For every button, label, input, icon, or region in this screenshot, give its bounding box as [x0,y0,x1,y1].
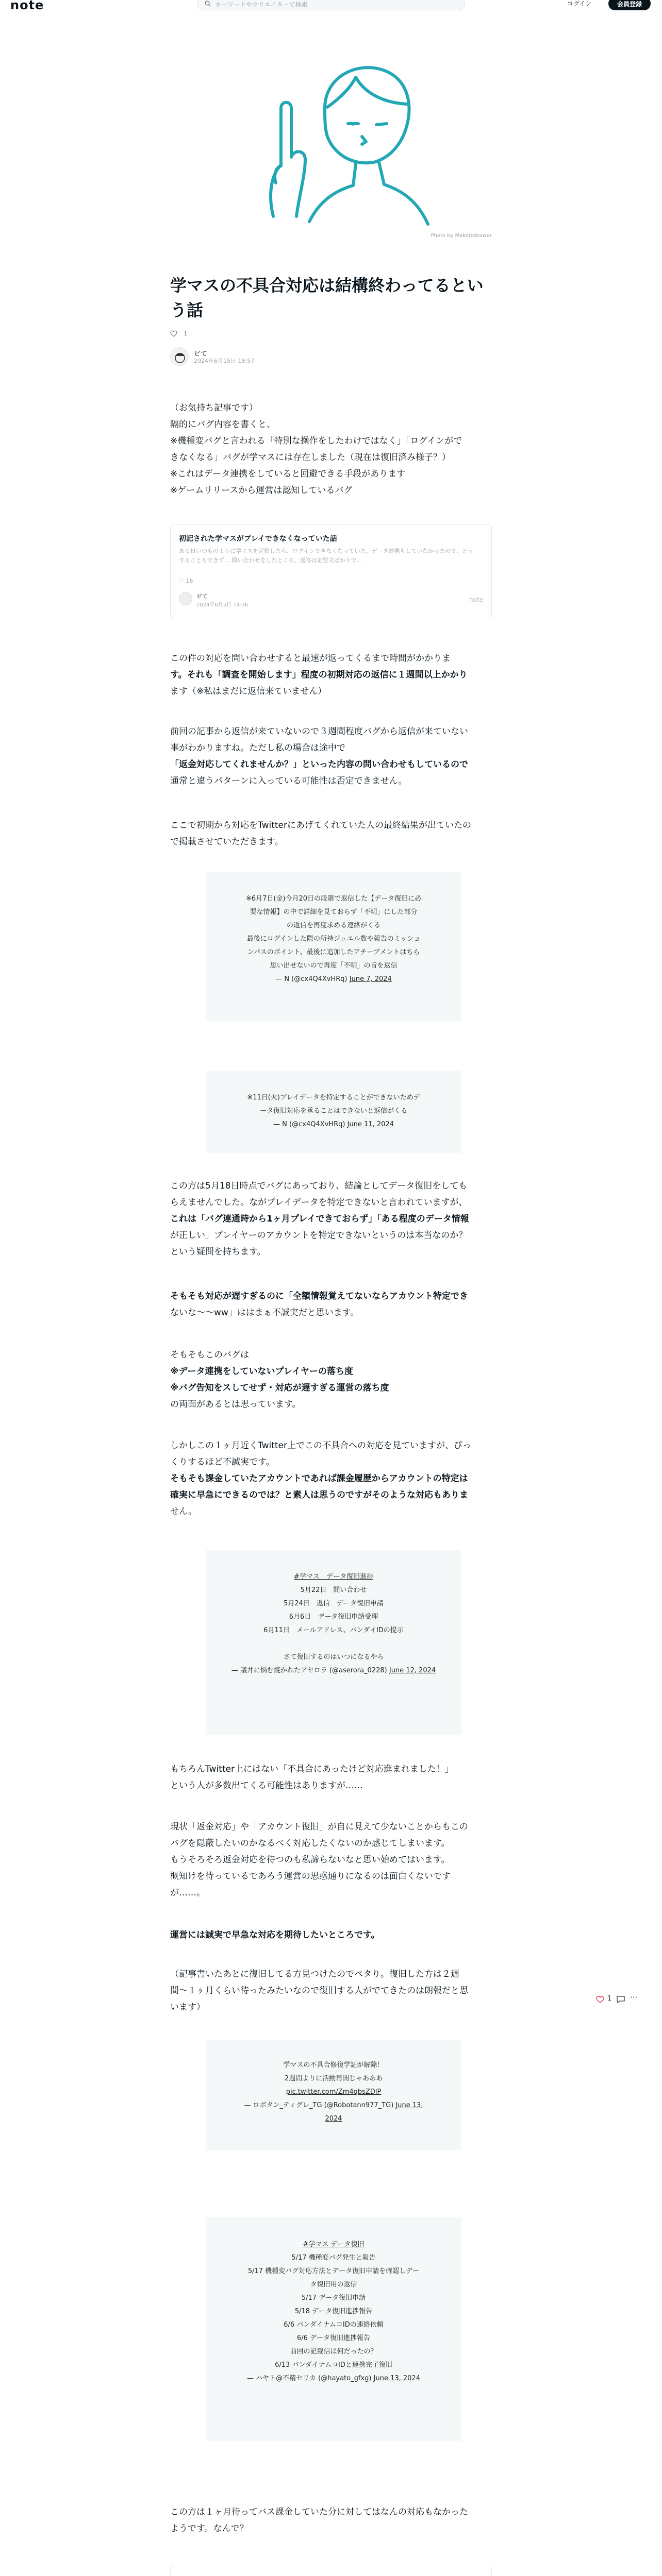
signup-button[interactable]: 会員登録 [608,0,651,10]
support-box [170,2567,492,2576]
login-link[interactable]: ログイン [567,0,592,7]
comment-icon[interactable] [617,1996,625,2003]
embedded-tweet[interactable]: #学マス データ復旧進捗 5月22日 問い合わせ 5月24日 返信 データ復旧申請 6月6日 データ復旧申請受理 6月11日 メールアドレス、バンダイIDの提示 さて復旧するのはいつになるやら — 議井に悩む焼かれたアセロラ (@aserora_0228) June 12, 2024 [206,1550,461,1735]
tweet-date-link[interactable]: June 11, 2024 [347,1121,394,1128]
embed-description: ある日いつものように学マスを起動したら、ログインできなくなっていた。データ連携もしていなかったので、どうすることもできず… 問い合わせをしたところ、返答は定型文ばかりで… [179,548,474,564]
tweet-date-link[interactable]: June 12, 2024 [389,1667,436,1674]
paragraph: この方は１ヶ月待ってバス課金していた分に対してはなんの対応もなかった ようです。なんで？ [170,2507,468,2534]
search-input[interactable] [197,0,465,10]
embed-date: 2024年6月5日 14:36 [196,602,249,608]
embedded-tweet[interactable]: ※6月7日(金)今月20日の段階で返信した【データ復旧に必 要な情報】の中で詳細を見ておらず「不明」にした部分 の返信を再度求める連絡がくる 最後にログインした際の所持ジュエル数や報告のミッショ ンパスのポイント、最後に追加したアチーブメントはちら 思い出せないので再度「不明」の旨を返信 — N (@cx4Q4XvHRq) June 7, 2024 [206,872,461,1021]
heart-icon[interactable] [596,1996,604,2003]
paragraph: ここで初期から対応をTwitterにあげてくれていた人の最終結果が出ていたの で掲載させていただきます。 [170,820,471,847]
search-placeholder: キーワードやクリエイターで検索 [215,1,308,8]
paragraph: 前回の記事から返信が来ていないので３週間程度バグから返信が来ていない 事がわかりますね。ただし私の場合は途中で 「返金対応してくれませんか？」といった内容の問い合わせもしているので 通常と違うパターンに入っている可能性は否定できません。 [170,726,468,786]
intro-paragraph: （お気持ち記事です） 隔的にバグ内容を書くと、 ※機種変バグと言われる「特別な操作をしたわけではなく」「ログインがで きなくなる」バグが学マスには存在しました（現在は復旧済み様子？） ※これはデータ連携をしていると回避できる手段があります ※ゲームリリースから運営は認知しているバグ [170,403,462,496]
embed-title[interactable]: 初記された学マスがプレイできなくなっていた話 [179,535,337,543]
embedded-tweet[interactable]: #学マス データ復旧 5/17 機種変バグ発生と報告 5/17 機種変バグ対応方法とデータ復旧申請を確認しデー タ復旧用の返信 5/17 データ復旧申請 5/18 データ復旧進捗報告 6/6 バンダイナムコIDの連絡依頼 6/6 データ復旧進捗報告 前回の記載信は何だったの？ 6/13 バンダイナムコIDと連携完了復旧 — ハヤト@不精セリカ (@hayato_gfxg) June 13, 2024 [206,2217,461,2441]
paragraph: 運営には誠実で早急な対応を期待したいところです。 [170,1930,380,1940]
like-count: 1 [183,330,188,337]
paragraph: しかしこの１ヶ月近くTwitter上でこの不具合への対応を見ていますが、ぴっ くりするほど不誠実です。 そもそも課金していたアカウントであれば課金履歴からアカウントの特定は 確実に早急にできるのでは？と素人は思うのですがそのような対応もありま せん。 [170,1440,471,1517]
title-line: う話 [170,300,204,320]
search-icon [205,1,211,7]
embed-likes: ♡ 16 [179,578,193,584]
article-like-summary[interactable] [170,330,492,340]
note-logo: note [469,596,483,603]
paragraph: 現状「返金対応」や「アカウント復旧」が自に見えて少ないことからもこの バグを隠蔽したいのかなるべく対応したくないのか感じてしまいます。 もうそろそろ返金対応を待つのも私諦らないなと思い始めてはいます。 概知けを待っているであろう運営の思惑通りになるのは面白くないです が……。 [170,1822,468,1898]
paragraph: （記事書いたあとに復旧してる方見つけたのでペタり。復旧した方は２週 間〜１ヶ月くらい待ったみたいなので復旧する人がでてきたのは朗報だと思 います） [170,1969,468,2012]
paragraph: この方は5月18日時点でバグにあっており、結論としてデータ復旧をしても らえませんでした。ながプレイデータを特定できないと言われていますが、 これは「バグ連通時から1ヶ月プレイできておらず」「ある程度のデータ情報 が正しい」プレイヤーのアカウントを特定できないというのは本当なのか？ という疑問を持ちます。 [170,1181,469,1257]
article-title [170,273,492,323]
tweet-date-link[interactable]: June 7, 2024 [349,975,392,983]
tweet-date-link[interactable]: June 13, [395,2102,423,2109]
note-logo[interactable]: note [10,0,44,12]
tweet-date-link[interactable]: June 13, 2024 [373,2375,420,2382]
paragraph: そもそも対応が遅すぎるのに「全額情報覚えてないならアカウント特定でき ないな〜〜ww」ははまぁ不誠実だと思います。 [170,1291,468,1318]
tweet-pic-link[interactable]: pic.twitter.com/Zm4qbsZDlP [286,2088,382,2096]
author-avatar[interactable] [170,347,189,366]
embedded-tweet[interactable]: ※11日(火)プレイデータを特定することができないためデ ータ復旧対応を承ることはできないと返信がくる — N (@cx4Q4XvHRq) June 11, 2024 [206,1071,461,1153]
author-info[interactable] [170,346,492,367]
paragraph: もちろんTwitter上にはない「不具合にあったけど対応進まれました！」 という人が多数出てくる可能性はありますが…… [170,1764,454,1791]
embed-author-avatar [179,592,192,605]
photo-credit: Photo by Makotodrawer [431,233,492,239]
hero-illustration [170,46,492,242]
title-line: 学マスの不具合対応は結構終わってるとい [170,276,484,295]
heart-icon [170,330,177,337]
paragraph: この件の対応を問い合わせすると最速が返ってくるまで時間がかかりま す。それも「調査を開始します」程度の初期対応の返信に１週間以上かかり ます（※私はまだに返信来ていません） [170,653,468,697]
float-like-count: 1 [607,1995,612,2003]
author-name[interactable]: ビて [194,350,208,358]
top-header [0,0,662,11]
embedded-tweet[interactable]: 学マスの不具合修復学証が解除！ 2週間よりに活動再開じゃあああ pic.twitter.com/Zm4qbsZDlP — ロボタン_ティグレ_TG (@Robotann977_TG) June 13, 2024 [206,2040,461,2150]
embed-author: ビて [196,593,208,600]
publish-date: 2024年6月15日 18:57 [194,358,255,364]
embedded-note-card[interactable] [170,524,492,618]
paragraph: そもそもこのバグは ※データ連携をしていないプレイヤーの落ち度 ※バグ告知をスしてせず・対応が遅すぎる運営の落ち度 の両面があるとは思っています。 [170,1350,389,1410]
more-options-icon[interactable]: ··· [630,1993,638,2002]
